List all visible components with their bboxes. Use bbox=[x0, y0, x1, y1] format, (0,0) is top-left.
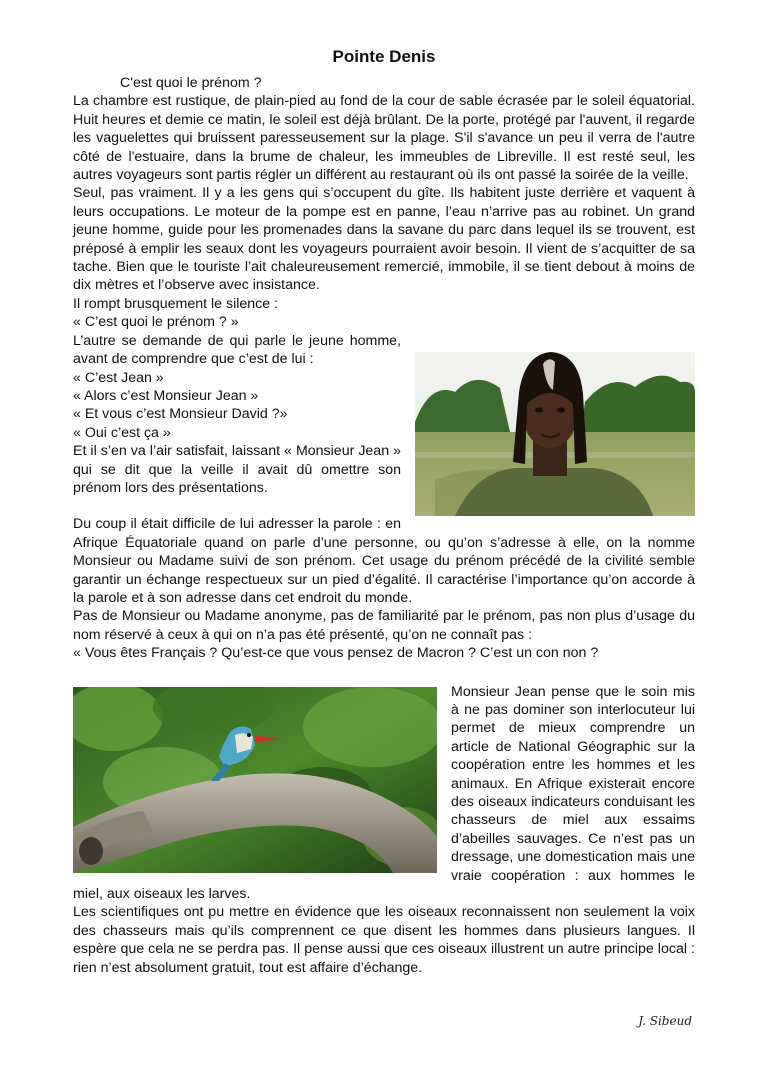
portrait-photo bbox=[415, 352, 695, 516]
paragraph-macron: « Vous êtes Français ? Qu’est-ce que vous pensez de Macron ? C’est un con non ? bbox=[73, 645, 599, 662]
intro-line: C'est quoi le prénom ? bbox=[120, 75, 262, 91]
dialogue-line-1: « C’est Jean » bbox=[73, 369, 164, 386]
dialogue-outro: Et il s’en va l’air satisfait, laissant « Monsieur Jean » qui se dit que la veille il avait dû omettre son prénom lors des présentations. bbox=[73, 443, 401, 496]
paragraph-parole: Du coup il était difficile de lui adresser la parole : en Afrique Équatoriale quand on parle d’une personne, ou qu’on s’adresse à elle, on la nomme Monsieur ou Madame suivi de son prénom. Cet usage du prénom précédé de la civilité semble garantir un échange respectueux sur un pied d’égalité. Il caractérise l’importance qu’on accorde à la parole et à son adresse dans cet endroit du monde. bbox=[73, 516, 695, 606]
paragraph-monsieur: Pas de Monsieur ou Madame anonyme, pas de familiarité par le prénom, pas non plus d’usage du nom réservé à ceux à qui on n’a pas été présenté, qu’on ne connaît pas : bbox=[73, 608, 695, 643]
bird-photo bbox=[73, 687, 437, 873]
paragraph-bird: Monsieur Jean pense que le soin mis à ne pas dominer son interlocuteur lui permet de mieux comprendre un article de National Géographic sur la coopération entre les hommes et les animaux. En Afrique existerait encore des oiseaux indicateurs conduisant les chasseurs de miel aux essaims d’abeilles sauvages. Ce n’est pas un dressage, une domestication mais une vraie coopération : aux hommes le miel, aux oiseaux les larves. bbox=[73, 683, 695, 903]
paragraph-question: « C’est quoi le prénom ? » bbox=[73, 314, 239, 331]
document-page bbox=[73, 46, 695, 977]
dialogue-line-3: « Et vous c’est Monsieur David ?» bbox=[73, 406, 288, 423]
portrait-image bbox=[415, 352, 695, 516]
kingfisher-image bbox=[73, 687, 437, 873]
paragraph-final: Les scientifiques ont pu mettre en évidence que les oiseaux reconnaissent non seulement la voix des chasseurs mais qu’ils comprennent ce que disent les hommes dans plusieurs langues. Il espère que cela ne se perdra pas. Il pense aussi que ces oiseaux illustrent un autre principe local : rien n’est absolument gratuit, tout est affaire d’échange. bbox=[73, 904, 695, 976]
paragraph-alone: Seul, pas vraiment. Il y a les gens qui s’occupent du gîte. Ils habitent juste derrière et vaquent à leurs occupations. Le moteur de la pompe est en panne, l’eau n’arrive pas au robinet. Un grand jeune homme, guide pour les promenades dans la savane du parc dans lequel ils se trouvent, est préposé à emplir les seaux dont les voyageurs pourraient avoir besoin. Il vient de s’acquitter de sa tache. Bien que le touriste l’ait chaleureusement remercié, immobile, il se tient debout à moins de dix mètres et l’observe avec insistance. bbox=[73, 185, 695, 294]
author-signature: J. Sibeud bbox=[638, 1014, 692, 1028]
dialogue-intro: L’autre se demande de qui parle le jeune homme, avant de comprendre que c’est de lui : bbox=[73, 332, 401, 368]
dialogue-line-2: « Alors c’est Monsieur Jean » bbox=[73, 387, 259, 404]
paragraph-room: La chambre est rustique, de plain-pied au fond de la cour de sable écrasée par le soleil équatorial. Huit heures et demie ce matin, le soleil est déjà brûlant. De la porte, protégé par l'auvent, il regarde les vaguelettes qui bruissent paresseusement sur la plage. S'il s'avance un peu il verra de l'autre côté de l'estuaire, dans la brume de chaleur, les immeubles de Libreville. Il est resté seul, les autres voyageurs sont partis régler un différent au restaurant où ils ont passé la soirée de la veille. bbox=[73, 93, 695, 184]
paragraph-silence: Il rompt brusquement le silence : bbox=[73, 295, 279, 312]
dialogue-line-4: « Oui c’est ça » bbox=[73, 424, 171, 441]
document-title: Pointe Denis bbox=[332, 47, 436, 66]
